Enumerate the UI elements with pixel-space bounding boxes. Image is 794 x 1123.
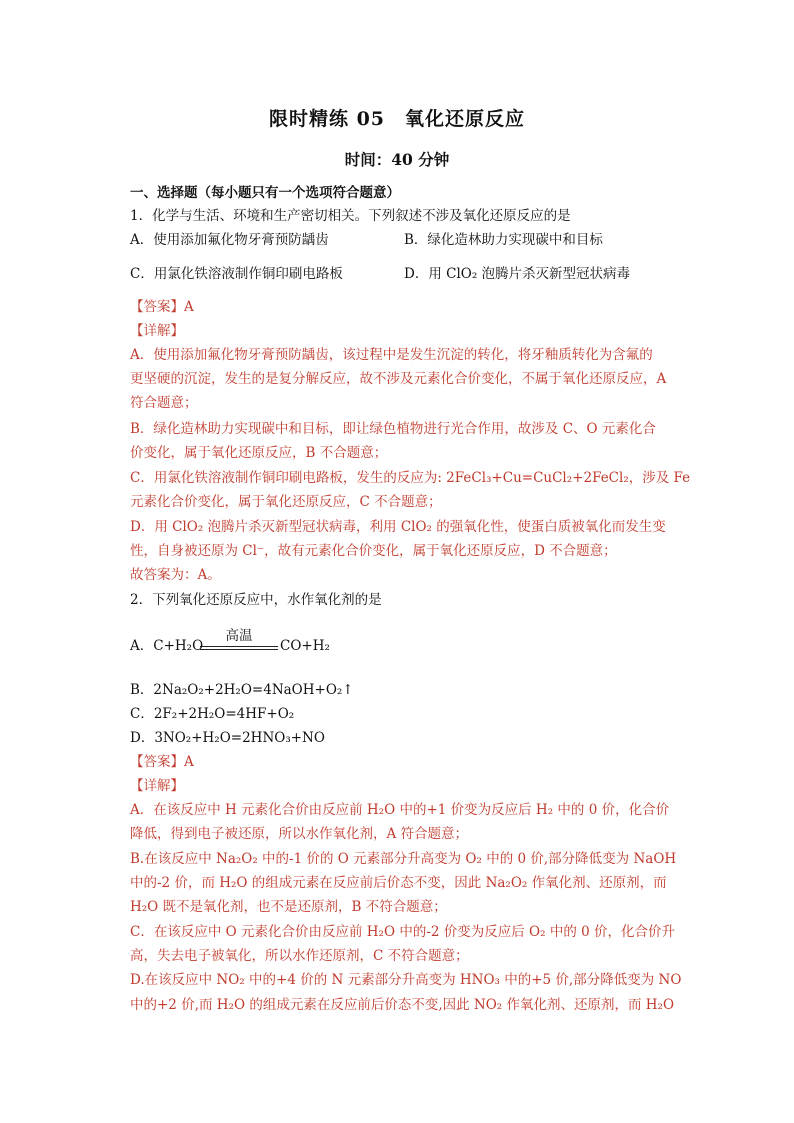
q1-option-d: D．用 ClO₂ 泡腾片杀灭新型冠状病毒 (404, 266, 631, 282)
q2-detail-line: 中的+2 价,而 H₂O 的组成元素在反应前后价态不变,因此 NO₂ 作氧化剂、还原剂，而 H₂O (130, 997, 675, 1013)
q2-detail-line: H₂O 既不是氧化剂，也不是还原剂，B 不符合题意； (130, 899, 447, 915)
q1-detail-line: 更坚硬的沉淀，发生的是复分解反应，故不涉及元素化合价变化，不属于氧化还原反应，A (130, 371, 667, 387)
q2-answer: 【答案】A (130, 754, 194, 770)
q1-detail-line: 价变化，属于氧化还原反应，B 不合题意； (130, 445, 388, 461)
q2-option-a-right: CO+H₂ (280, 638, 330, 654)
q2-detail-line: A．在该反应中 H 元素化合价由反应前 H₂O 中的+1 价变为反应后 H₂ 中的 0 价，化合价 (130, 802, 670, 818)
q1-option-a: A．使用添加氟化物牙膏预防龋齿 (130, 232, 329, 248)
q1-detail-line: B．绿化造林助力实现碳中和目标，即让绿色植物进行光合作用，故涉及 C、O 元素化合 (130, 421, 656, 437)
q1-detail-line: 元素化合价变化，属于氧化还原反应，C 不合题意； (130, 494, 442, 510)
q2-detail-line: 高，失去电子被氧化，所以水作还原剂，C 不符合题意； (130, 948, 469, 964)
reaction-condition: 高温 (225, 628, 253, 644)
q2-detail-line: D.在该反应中 NO₂ 中的+4 价的 N 元素部分升高变为 HNO₃ 中的+5 价,部分降低变为 NO (130, 972, 682, 988)
time-limit: 时间：40 分钟 (344, 150, 450, 169)
page-title: 限时精练 05 氧化还原反应 (268, 108, 526, 130)
q1-option-b: B．绿化造林助力实现碳中和目标 (404, 232, 603, 248)
q1-detail-label: 【详解】 (130, 323, 184, 339)
q2-option-b: B．2Na₂O₂+2H₂O=4NaOH+O₂↑ (130, 682, 354, 698)
q1-detail-line: D．用 ClO₂ 泡腾片杀灭新型冠状病毒，利用 ClO₂ 的强氧化性，使蛋白质被氧化而发生变 (130, 519, 666, 535)
q2-stem: 2．下列氧化还原反应中，水作氧化剂的是 (130, 592, 382, 608)
q1-detail-line: 性，自身被还原为 Cl⁻，故有元素化合价变化，属于氧化还原反应，D 不合题意； (130, 543, 617, 559)
q2-option-c: C．2F₂+2H₂O=4HF+O₂ (130, 706, 295, 722)
q1-detail-line: 符合题意； (130, 395, 198, 411)
section-heading: 一、选择题（每小题只有一个选项符合题意） (130, 185, 400, 201)
q2-detail-label: 【详解】 (130, 778, 184, 794)
reaction-arrow-line (200, 649, 278, 650)
reaction-arrow-line (200, 646, 278, 647)
q1-detail-line: C．用氯化铁溶液制作铜印刷电路板，发生的反应为: 2FeCl₃+Cu=CuCl₂+2FeCl₂，涉及 Fe (130, 470, 691, 486)
q2-detail-line: B.在该反应中 Na₂O₂ 中的-1 价的 O 元素部分升高变为 O₂ 中的 0 价,部分降低变为 NaOH (130, 851, 677, 867)
q1-option-c: C．用氯化铁溶液制作铜印刷电路板 (130, 266, 343, 282)
q2-detail-line: 中的-2 价，而 H₂O 的组成元素在反应前后价态不变，因此 Na₂O₂ 作氧化剂、还原剂，而 (130, 875, 667, 891)
q2-detail-line: C．在该反应中 O 元素化合价由反应前 H₂O 中的-2 价变为反应后 O₂ 中的 0 价，化合价升 (130, 924, 675, 940)
q1-detail-line: A．使用添加氟化物牙膏预防龋齿，该过程中是发生沉淀的转化，将牙釉质转化为含氟的 (130, 347, 653, 363)
q1-detail-line: 故答案为：A。 (130, 567, 221, 583)
q2-option-d: D．3NO₂+H₂O=2HNO₃+NO (130, 730, 325, 746)
q1-answer: 【答案】A (130, 299, 194, 315)
q2-option-a-left: A．C+H₂O (130, 638, 204, 654)
q2-detail-line: 降低，得到电子被还原，所以水作氧化剂，A 符合题意； (130, 826, 469, 842)
q1-stem: 1．化学与生活、环境和生产密切相关。下列叙述不涉及氧化还原反应的是 (130, 208, 571, 224)
